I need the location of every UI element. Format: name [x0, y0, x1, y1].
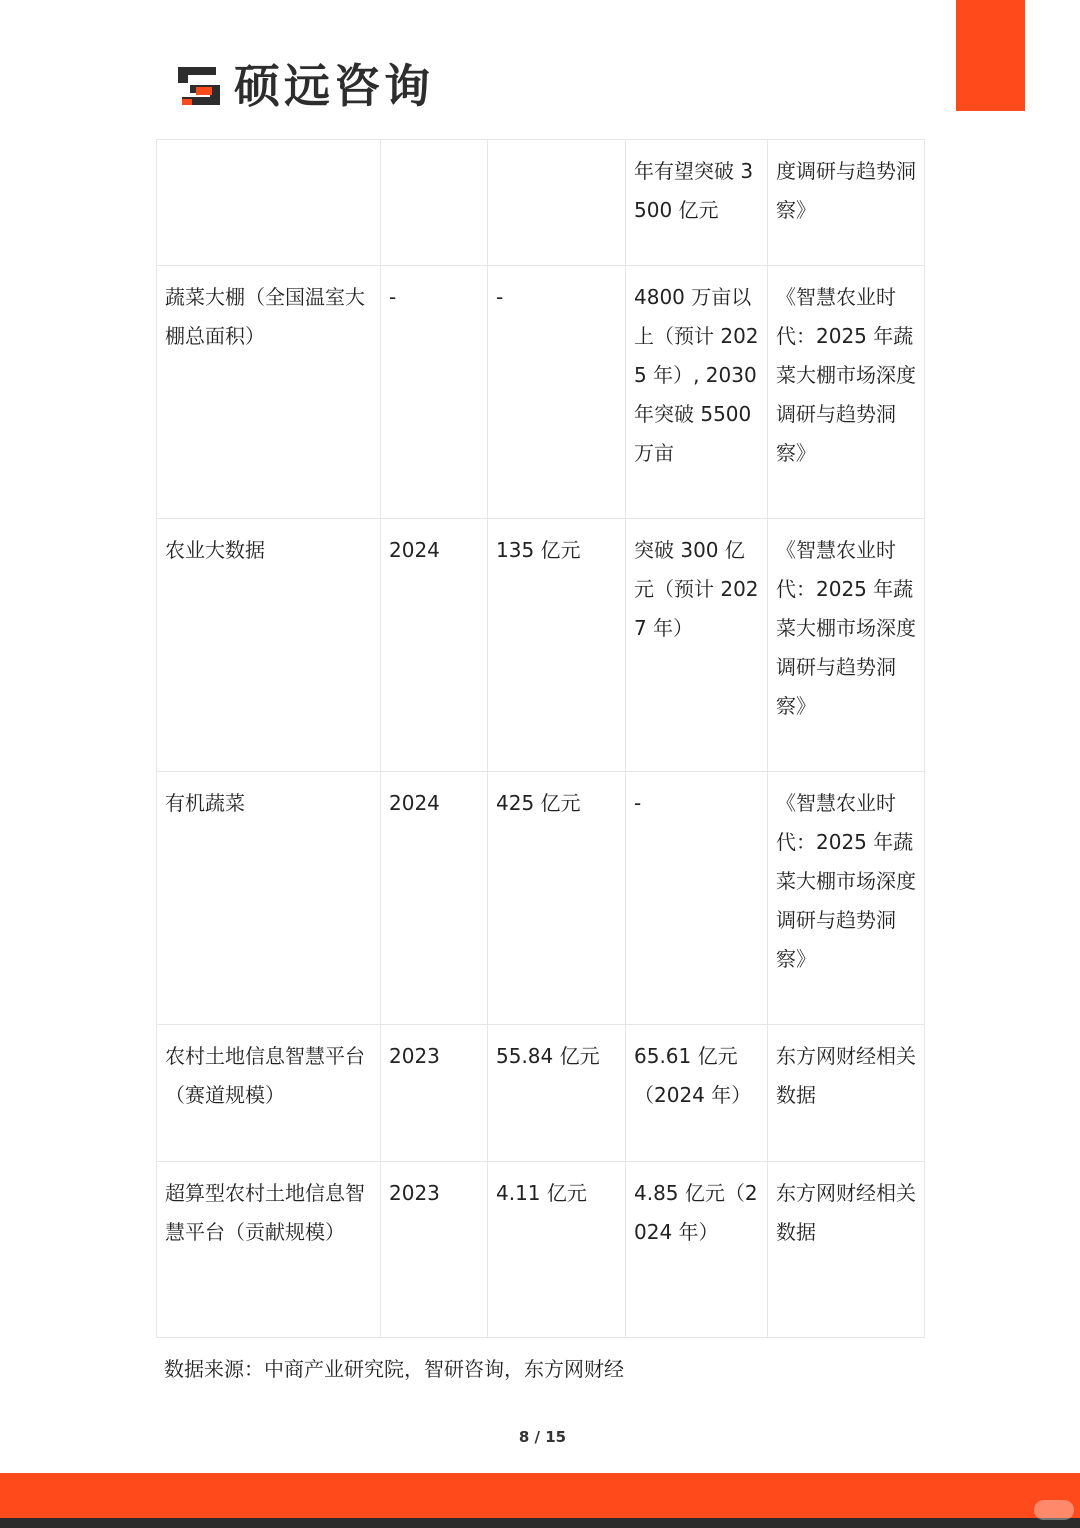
row-forecast-cell: 4800 万亩以上（预计 2025 年）, 2030 年突破 5500 万亩 — [626, 266, 768, 519]
row-forecast-cell: 年有望突破 3500 亿元 — [626, 140, 768, 266]
row-name-cell: 超算型农村土地信息智慧平台（贡献规模） — [157, 1162, 381, 1338]
table-row — [157, 266, 925, 519]
row-name-cell — [157, 140, 381, 266]
row-forecast-cell: 突破 300 亿元（预计 2027 年） — [626, 519, 768, 772]
stacked-s-logo-icon — [176, 61, 226, 111]
brand-logo — [176, 58, 434, 114]
row-name-cell: 有机蔬菜 — [157, 772, 381, 1025]
row-source-cell: 度调研与趋势洞察》 — [768, 140, 925, 266]
table-row — [157, 1162, 925, 1338]
row-source-cell: 《智慧农业时代：2025 年蔬菜大棚市场深度调研与趋势洞察》 — [768, 519, 925, 772]
row-source-cell: 《智慧农业时代：2025 年蔬菜大棚市场深度调研与趋势洞察》 — [768, 772, 925, 1025]
row-size-cell: 55.84 亿元 — [488, 1025, 626, 1162]
row-size-cell: 425 亿元 — [488, 772, 626, 1025]
row-year-cell — [381, 140, 488, 266]
row-forecast-cell: 4.85 亿元（2024 年） — [626, 1162, 768, 1338]
row-year-cell: 2023 — [381, 1025, 488, 1162]
row-year-cell: 2024 — [381, 772, 488, 1025]
row-year-cell: - — [381, 266, 488, 519]
row-source-cell: 东方网财经相关数据 — [768, 1025, 925, 1162]
row-name-cell: 蔬菜大棚（全国温室大棚总面积） — [157, 266, 381, 519]
data-source-note: 数据来源：中商产业研究院，智研咨询，东方网财经 — [164, 1357, 624, 1381]
row-size-cell — [488, 140, 626, 266]
watermark-badge — [1034, 1500, 1074, 1520]
row-name-cell: 农业大数据 — [157, 519, 381, 772]
footer-accent-bar — [0, 1473, 1080, 1518]
table-row — [157, 519, 925, 772]
corner-accent-block — [956, 0, 1025, 111]
row-year-cell: 2023 — [381, 1162, 488, 1338]
row-size-cell: 135 亿元 — [488, 519, 626, 772]
table-row — [157, 1025, 925, 1162]
row-forecast-cell: - — [626, 772, 768, 1025]
row-forecast-cell: 65.61 亿元（2024 年） — [626, 1025, 768, 1162]
table-row — [157, 772, 925, 1025]
row-size-cell: 4.11 亿元 — [488, 1162, 626, 1338]
row-year-cell: 2024 — [381, 519, 488, 772]
page-number: 8 / 15 — [518, 1428, 567, 1446]
market-data-table — [156, 139, 925, 1338]
row-source-cell: 《智慧农业时代：2025 年蔬菜大棚市场深度调研与趋势洞察》 — [768, 266, 925, 519]
brand-name: 硕远咨询 — [234, 59, 434, 113]
row-size-cell: - — [488, 266, 626, 519]
table-row — [157, 140, 925, 266]
row-source-cell: 东方网财经相关数据 — [768, 1162, 925, 1338]
footer-dark-strip — [0, 1518, 1080, 1528]
row-name-cell: 农村土地信息智慧平台（赛道规模） — [157, 1025, 381, 1162]
